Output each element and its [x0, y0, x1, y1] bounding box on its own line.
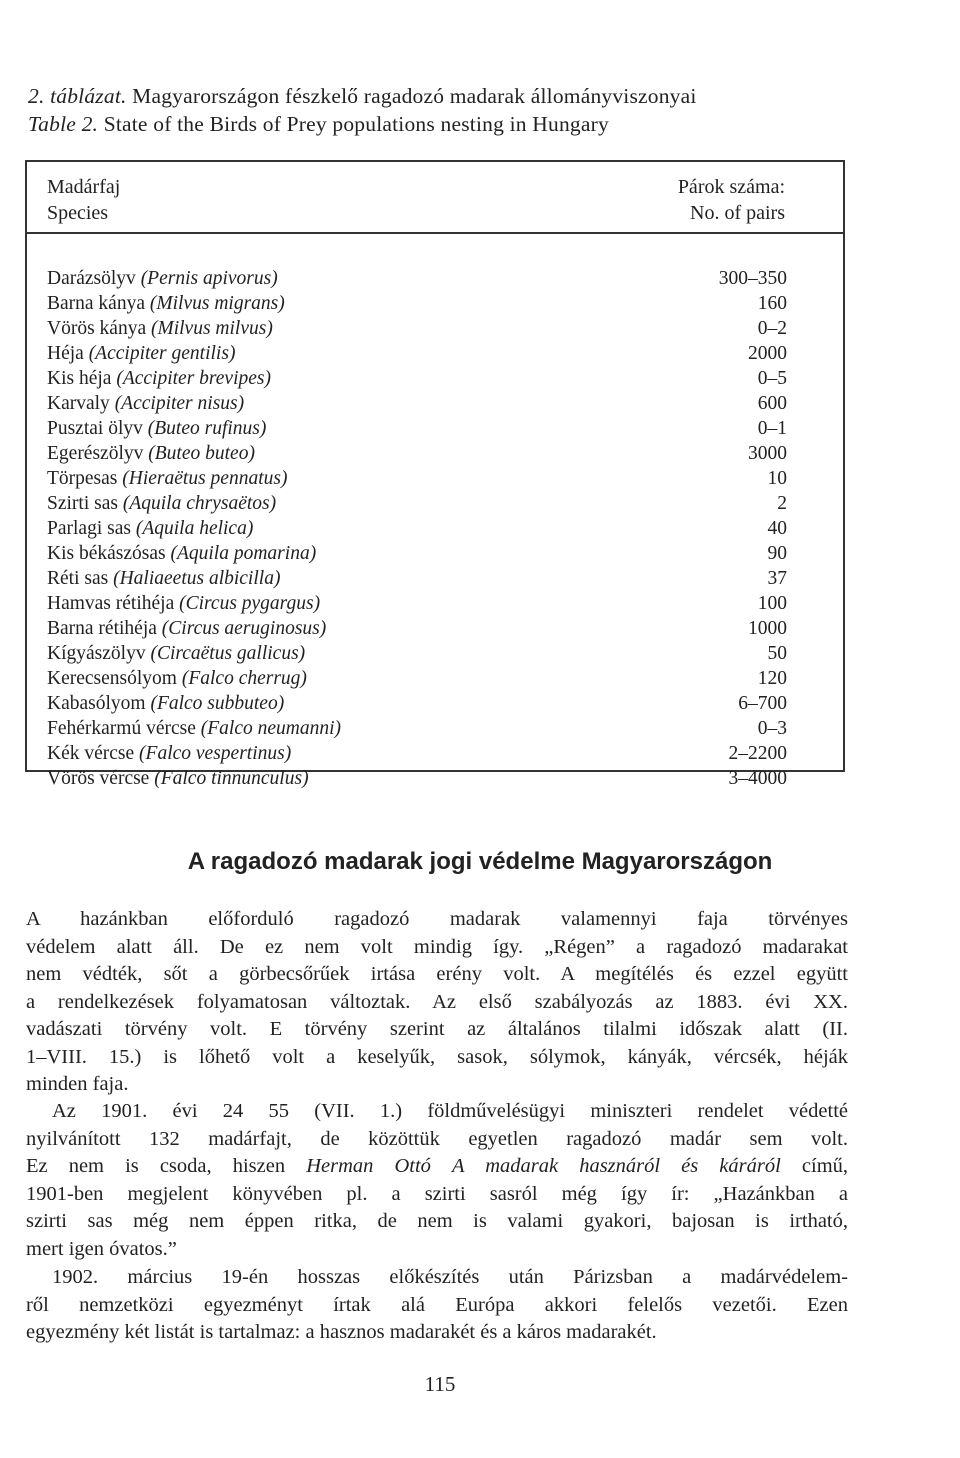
species-name-hu: Barna kánya: [47, 293, 145, 314]
species-name-latin: (Aquila chrysaëtos): [122, 493, 277, 514]
caption-hu-label: 2. táblázat.: [28, 84, 127, 108]
paragraph-2-line-with-citation: [26, 1153, 848, 1181]
species-name-latin: (Circus pygargus): [179, 593, 321, 614]
species-name-latin: (Pernis apivorus): [140, 268, 278, 289]
paragraph-1-line: nem védték, sőt a görbecsőrűek irtása erény volt. A megítélés és ezzel együtt: [26, 963, 848, 985]
paragraph-2-text: Ez nem is csoda, hiszen: [26, 1155, 286, 1177]
paragraph-2-line: Az 1901. évi 24 55 (VII. 1.) földművelésügyi miniszteri rendelet védetté: [52, 1100, 848, 1122]
species-name-latin: (Accipiter brevipes): [116, 368, 271, 389]
species-name-hu: Pusztai ölyv: [47, 418, 143, 439]
species-name-latin: (Accipiter nisus): [114, 393, 245, 414]
species-name-hu: Kék vércse: [47, 743, 135, 764]
table-header: [27, 162, 843, 234]
table-row: [47, 766, 787, 791]
table-row: [47, 366, 787, 391]
table-row: [47, 266, 787, 291]
table-row: [47, 541, 787, 566]
table-row: [47, 716, 787, 741]
species-name-latin: (Aquila helica): [135, 518, 254, 539]
table-row: [47, 466, 787, 491]
pairs-count: 37: [767, 568, 787, 589]
pairs-count: 0–2: [757, 318, 787, 339]
section-title: A ragadozó madarak jogi védelme Magyarországon: [187, 848, 773, 875]
pairs-count: 120: [757, 668, 787, 689]
species-name-latin: (Buteo rufinus): [147, 418, 267, 439]
species-name-latin: (Milvus milvus): [150, 318, 273, 339]
caption-hu-title: Magyarországon fészkelő ragadozó madarak állományviszonyai: [132, 84, 697, 108]
pairs-count: 300–350: [718, 268, 787, 289]
paragraph-3-line: egyezmény két listát is tartalmaz: a hasznos madarakét és a káros madarakét.: [26, 1321, 657, 1343]
species-name-hu: Karvaly: [47, 393, 110, 414]
species-name-hu: Parlagi sas: [47, 518, 131, 539]
pairs-count: 2–2200: [728, 743, 787, 764]
species-name-hu: Kerecsensólyom: [47, 668, 177, 689]
species-name-latin: (Buteo buteo): [148, 443, 255, 464]
species-name-hu: Hamvas rétihéja: [47, 593, 175, 614]
pairs-count: 3–4000: [728, 768, 787, 789]
species-header-hu: Madárfaj: [47, 176, 121, 198]
paragraph-2-text: című,: [801, 1155, 849, 1177]
species-name-hu: Kabasólyom: [47, 693, 146, 714]
species-name-latin: (Falco cherrug): [181, 668, 307, 689]
pairs-count: 2: [777, 493, 787, 514]
table-row: [47, 341, 787, 366]
species-name-hu: Darázsölyv: [47, 268, 136, 289]
table-row: [47, 316, 787, 341]
species-name-hu: Egerészölyv: [47, 443, 144, 464]
species-name-hu: Kis héja: [47, 368, 112, 389]
species-name-hu: Fehérkarmú vércse: [47, 718, 196, 739]
table-row: [47, 666, 787, 691]
species-name-latin: (Falco vespertinus): [139, 743, 292, 764]
pairs-column-header: [678, 174, 785, 226]
pairs-count: 50: [767, 643, 787, 664]
species-name-latin: (Circaëtus gallicus): [150, 643, 306, 664]
species-name-latin: (Circus aeruginosus): [161, 618, 327, 639]
species-name-hu: Szirti sas: [47, 493, 118, 514]
table-row: [47, 616, 787, 641]
book-title: A madarak hasznáról és káráról: [452, 1155, 781, 1177]
caption-english: [28, 110, 928, 138]
species-name-hu: Kígyászölyv: [47, 643, 146, 664]
paragraph-2-line: mert igen óvatos.”: [26, 1237, 177, 1260]
table-row: [47, 491, 787, 516]
paragraph-1-line: A hazánkban előforduló ragadozó madarak valamennyi faja törvényes: [26, 908, 848, 930]
species-name-hu: Vörös vércse: [47, 768, 150, 789]
paragraph-1-line: védelem alatt áll. De ez nem volt mindig így. „Régen” a ragadozó madarakat: [26, 935, 848, 958]
pairs-count: 90: [767, 543, 787, 564]
pairs-count: 40: [767, 518, 787, 539]
species-name-latin: (Falco neumanni): [200, 718, 342, 739]
species-header-en: Species: [47, 202, 109, 224]
table-row: [47, 391, 787, 416]
table-body: [47, 266, 787, 791]
table-caption: [28, 82, 928, 138]
paragraph-2-line: 1901-ben megjelent könyvében pl. a szirti sasról még így ír: „Hazánkban a: [26, 1182, 848, 1205]
table-row: [47, 416, 787, 441]
pairs-count: 100: [757, 593, 787, 614]
paragraph-3-line: 1902. március 19-én hosszas előkészítés után Párizsban a madárvédelem-: [52, 1266, 848, 1288]
species-name-latin: (Aquila pomarina): [170, 543, 317, 564]
author-name: Herman Ottó: [306, 1155, 431, 1177]
paragraph-1: [26, 906, 848, 1099]
species-column-header: [47, 174, 120, 226]
paragraph-2-line: szirti sas még nem éppen ritka, de nem is valami gyakori, bajosan is irtható,: [26, 1210, 848, 1232]
paragraph-1-line: 1–VIII. 15.) is lőhető volt a keselyűk, sasok, sólymok, kányák, vércsék, héják: [26, 1045, 848, 1068]
paragraph-1-line: minden faja.: [26, 1073, 129, 1095]
pairs-header-en: No. of pairs: [690, 202, 785, 224]
paragraph-2-line: nyilvánított 132 madárfajt, de közöttük egyetlen ragadozó madár sem volt.: [26, 1127, 848, 1150]
pairs-count: 0–3: [757, 718, 787, 739]
table-row: [47, 641, 787, 666]
species-name-hu: Vörös kánya: [47, 318, 147, 339]
caption-hungarian: [28, 82, 928, 110]
pairs-count: 10: [767, 468, 787, 489]
caption-en-title: State of the Birds of Prey populations nesting in Hungary: [103, 112, 609, 136]
table-row: [47, 691, 787, 716]
species-name-latin: (Accipiter gentilis): [88, 343, 236, 364]
pairs-count: 160: [757, 293, 787, 314]
table-row: [47, 516, 787, 541]
species-name-hu: Barna rétihéja: [47, 618, 157, 639]
paragraph-1-line: vadászati törvény volt. E törvény szerint az általános tilalmi időszak alatt (II.: [26, 1018, 848, 1040]
species-name-latin: (Haliaeetus albicilla): [113, 568, 281, 589]
paragraph-3-line: ről nemzetközi egyezményt írtak alá Európa akkori felelős vezetői. Ezen: [26, 1293, 848, 1316]
paragraph-2: [26, 1098, 848, 1263]
species-name-latin: (Hieraëtus pennatus): [122, 468, 288, 489]
caption-en-label: Table 2.: [28, 112, 99, 136]
species-name-hu: Kis békászósas: [47, 543, 166, 564]
pairs-count: 2000: [748, 343, 787, 364]
pairs-count: 6–700: [738, 693, 787, 714]
paragraph-3: [26, 1264, 848, 1347]
species-name-latin: (Falco subbuteo): [150, 693, 285, 714]
table-row: [47, 291, 787, 316]
table-row: [47, 591, 787, 616]
species-name-hu: Héja: [47, 343, 84, 364]
species-name-hu: Réti sas: [47, 568, 109, 589]
pairs-count: 0–1: [757, 418, 787, 439]
pairs-count: 3000: [748, 443, 787, 464]
species-name-latin: (Falco tinnunculus): [154, 768, 309, 789]
paragraph-1-line: a rendelkezések folyamatosan változtak. Az első szabályozás az 1883. évi XX.: [26, 990, 848, 1013]
page-number: 115: [424, 1372, 456, 1396]
pairs-header-hu: Párok száma:: [677, 176, 785, 198]
species-name-latin: (Milvus migrans): [149, 293, 285, 314]
species-name-hu: Törpesas: [47, 468, 118, 489]
table-row: [47, 441, 787, 466]
pairs-count: 1000: [748, 618, 787, 639]
table-row: [47, 741, 787, 766]
pairs-count: 600: [757, 393, 787, 414]
table-row: [47, 566, 787, 591]
pairs-count: 0–5: [757, 368, 787, 389]
